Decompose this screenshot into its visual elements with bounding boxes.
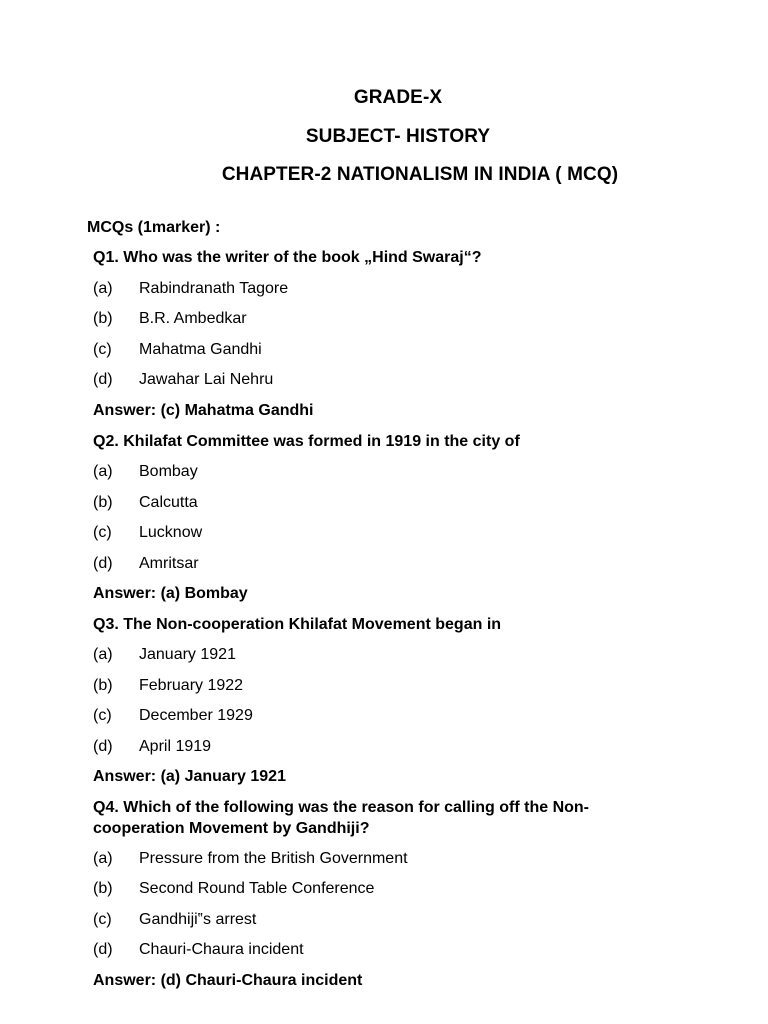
option-item [93, 879, 374, 899]
option-text: Gandhiji‟s arrest [139, 911, 257, 928]
option-label: (a) [93, 850, 113, 867]
option-text: Bombay [139, 463, 198, 480]
option-item [93, 340, 262, 360]
option-text: Pressure from the British Government [139, 850, 408, 867]
answer-text: Answer: (c) Mahatma Gandhi [93, 402, 314, 419]
option-label: (d) [93, 941, 113, 958]
option-item [93, 523, 202, 543]
option-item [93, 706, 253, 726]
option-text: Chauri-Chaura incident [139, 941, 304, 958]
question-text: Q3. The Non-cooperation Khilafat Movement began in [93, 616, 502, 633]
option-label: (b) [93, 677, 113, 694]
option-text: Mahatma Gandhi [139, 341, 262, 358]
option-item [93, 370, 273, 390]
chapter-heading: CHAPTER-2 NATIONALISM IN INDIA ( MCQ) [221, 164, 619, 185]
answer-text: Answer: (d) Chauri-Chaura incident [93, 972, 363, 989]
question-text: Q1. Who was the writer of the book „Hind Swaraj“? [93, 249, 482, 266]
option-text: Second Round Table Conference [139, 880, 375, 897]
option-label: (a) [93, 646, 113, 663]
option-text: B.R. Ambedkar [139, 310, 247, 327]
option-item [93, 279, 288, 299]
option-label: (b) [93, 494, 113, 511]
option-item [93, 309, 247, 329]
question-text: Q2. Khilafat Committee was formed in 1919 in the city of [93, 433, 520, 450]
option-label: (c) [93, 911, 112, 928]
option-item [93, 645, 236, 665]
grade-heading: GRADE-X [353, 87, 443, 108]
option-item [93, 940, 304, 960]
option-item [93, 493, 198, 513]
option-text: Lucknow [139, 524, 203, 541]
option-label: (a) [93, 463, 113, 480]
option-item [93, 910, 256, 930]
option-text: February 1922 [139, 677, 244, 694]
section-title: MCQs (1marker) : [87, 219, 221, 236]
option-label: (c) [93, 341, 112, 358]
option-label: (b) [93, 310, 113, 327]
option-label: (d) [93, 555, 113, 572]
option-item [93, 676, 243, 696]
option-label: (a) [93, 280, 113, 297]
option-text: Rabindranath Tagore [139, 280, 289, 297]
option-item [93, 737, 211, 757]
option-text: Calcutta [139, 494, 198, 511]
option-label: (d) [93, 738, 113, 755]
subject-heading: SUBJECT- HISTORY [305, 126, 491, 147]
option-item [93, 462, 198, 482]
option-item [93, 849, 408, 869]
answer-text: Answer: (a) January 1921 [93, 768, 286, 785]
answer-text: Answer: (a) Bombay [93, 585, 248, 602]
option-label: (c) [93, 707, 112, 724]
option-text: December 1929 [139, 707, 253, 724]
question-text: Q4. Which of the following was the reason for calling off the Non-cooperation Movement by Gandhiji? [93, 799, 590, 837]
option-label: (c) [93, 524, 112, 541]
option-text: Amritsar [139, 555, 199, 572]
option-text: January 1921 [139, 646, 236, 663]
option-label: (d) [93, 371, 113, 388]
option-text: Jawahar Lai Nehru [139, 371, 274, 388]
option-item [93, 554, 199, 574]
option-label: (b) [93, 880, 113, 897]
option-text: April 1919 [139, 738, 212, 755]
